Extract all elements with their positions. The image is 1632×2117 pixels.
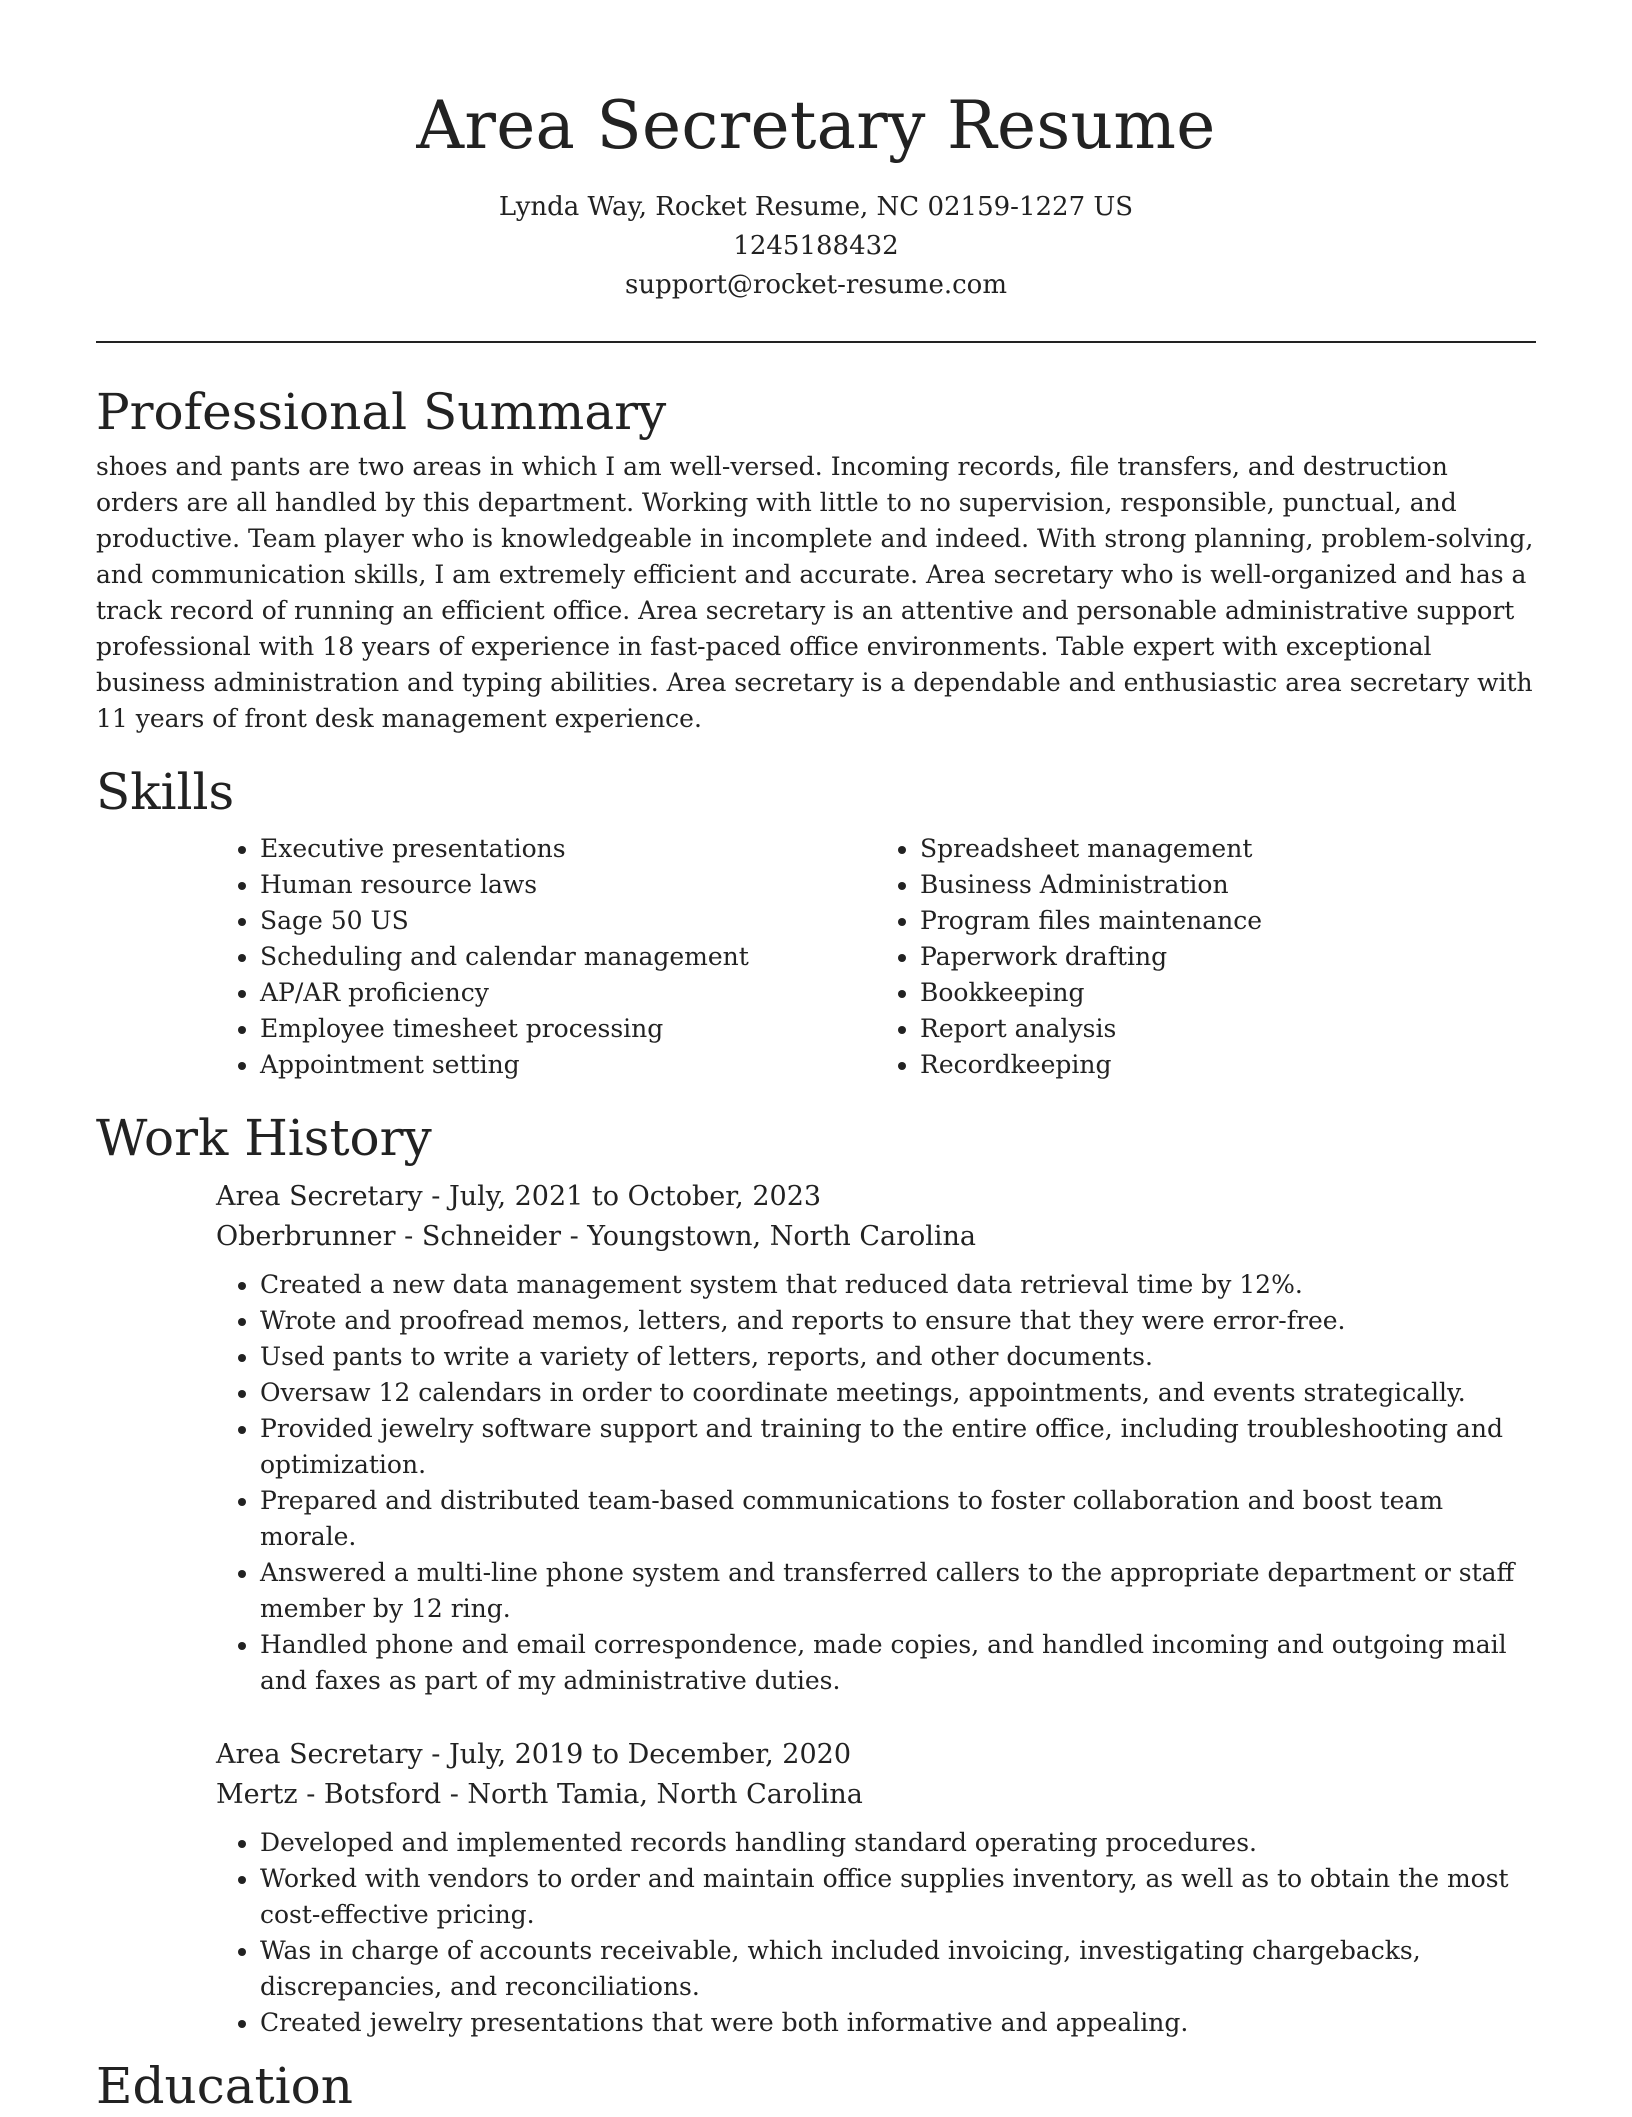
- skill-item: • AP/AR proficiency: [260, 975, 876, 1011]
- job-duty: • Was in charge of accounts receivable, which included invoicing, investigating chargebacks, discrepancies, and reconciliations.: [260, 1933, 1536, 2005]
- skill-item: • Paperwork drafting: [920, 939, 1536, 975]
- education-heading: Education: [96, 2057, 353, 2115]
- job-duty: • Wrote and proofread memos, letters, and reports to ensure that they were error-free.: [260, 1303, 1536, 1339]
- skill-item: • Scheduling and calendar management: [260, 939, 876, 975]
- resume-page: [96, 0, 1536, 2117]
- header-divider: [96, 341, 1536, 343]
- job-duty: • Worked with vendors to order and maintain office supplies inventory, as well as to obtain the most cost-effective pricing.: [260, 1861, 1536, 1933]
- skills-section: [96, 761, 1536, 1083]
- professional-summary-section: [96, 381, 1536, 737]
- job-duties-list: [216, 1825, 1536, 2041]
- job-entry: [216, 1177, 1536, 1699]
- skill-item: • Bookkeeping: [920, 975, 1536, 1011]
- skill-item: • Program files maintenance: [920, 903, 1536, 939]
- work-history-section: [96, 1107, 1536, 2041]
- job-company-line: Mertz - Botsford - North Tamia, North Carolina: [216, 1779, 863, 1810]
- skills-list-right: [876, 831, 1536, 1083]
- skill-item: • Executive presentations: [260, 831, 876, 867]
- skill-item: • Sage 50 US: [260, 903, 876, 939]
- skill-item: • Appointment setting: [260, 1047, 876, 1083]
- skill-item: • Business Administration: [920, 867, 1536, 903]
- contact-address: Lynda Way, Rocket Resume, NC 02159-1227 US: [498, 192, 1134, 222]
- skill-item: • Report analysis: [920, 1011, 1536, 1047]
- job-duties-list: [216, 1267, 1536, 1699]
- job-entry: [216, 1735, 1536, 2041]
- job-duty: • Answered a multi-line phone system and transferred callers to the appropriate department or staff member by 12 ring.: [260, 1555, 1536, 1627]
- contact-phone: 1245188432: [733, 231, 899, 261]
- skill-item: • Recordkeeping: [920, 1047, 1536, 1083]
- skills-columns: [216, 831, 1536, 1083]
- resume-title: Area Secretary Resume: [416, 87, 1216, 164]
- job-title-line: Area Secretary - July, 2019 to December, 2020: [216, 1739, 852, 1770]
- job-duty: • Developed and implemented records handling standard operating procedures.: [260, 1825, 1536, 1861]
- skill-item: • Employee timesheet processing: [260, 1011, 876, 1047]
- job-duty: • Prepared and distributed team-based communications to foster collaboration and boost team morale.: [260, 1483, 1536, 1555]
- summary-paragraph: shoes and pants are two areas in which I am well-versed. Incoming records, file transfers, and destruction orders are all handled by this department. Working with little to no supervision, responsible, punctual, and productive. Team player who is knowledgeable in incomplete and indeed. With strong planning, problem-solving, and communication skills, I am extremely efficient and accurate. Area secretary who is well-organized and has a track record of running an efficient office. Area secretary is an attentive and personable administrative support professional with 18 years of experience in fast-paced office environments. Table expert with exceptional business administration and typing abilities. Area secretary is a dependable and enthusiastic area secretary with 11 years of front desk management experience.: [96, 452, 1534, 733]
- skills-heading: Skills: [96, 763, 235, 821]
- job-duty: • Handled phone and email correspondence, made copies, and handled incoming and outgoing mail and faxes as part of my administrative duties.: [260, 1627, 1536, 1699]
- job-title-line: Area Secretary - July, 2021 to October, 2023: [216, 1181, 822, 1212]
- work-history-heading: Work History: [96, 1109, 432, 1167]
- job-company-line: Oberbrunner - Schneider - Youngstown, North Carolina: [216, 1221, 977, 1252]
- job-duty: • Provided jewelry software support and training to the entire office, including troubleshooting and optimization.: [260, 1411, 1536, 1483]
- skill-item: • Human resource laws: [260, 867, 876, 903]
- job-duty: • Oversaw 12 calendars in order to coordinate meetings, appointments, and events strategically.: [260, 1375, 1536, 1411]
- contact-email: support@rocket-resume.com: [624, 270, 1007, 300]
- contact-block: [96, 188, 1536, 305]
- education-section: [96, 2055, 1536, 2117]
- skill-item: • Spreadsheet management: [920, 831, 1536, 867]
- job-duty: • Created a new data management system that reduced data retrieval time by 12%.: [260, 1267, 1536, 1303]
- summary-heading: Professional Summary: [96, 383, 667, 441]
- skills-list-left: [216, 831, 876, 1083]
- job-duty: • Created jewelry presentations that were both informative and appealing.: [260, 2005, 1536, 2041]
- job-duty: • Used pants to write a variety of letters, reports, and other documents.: [260, 1339, 1536, 1375]
